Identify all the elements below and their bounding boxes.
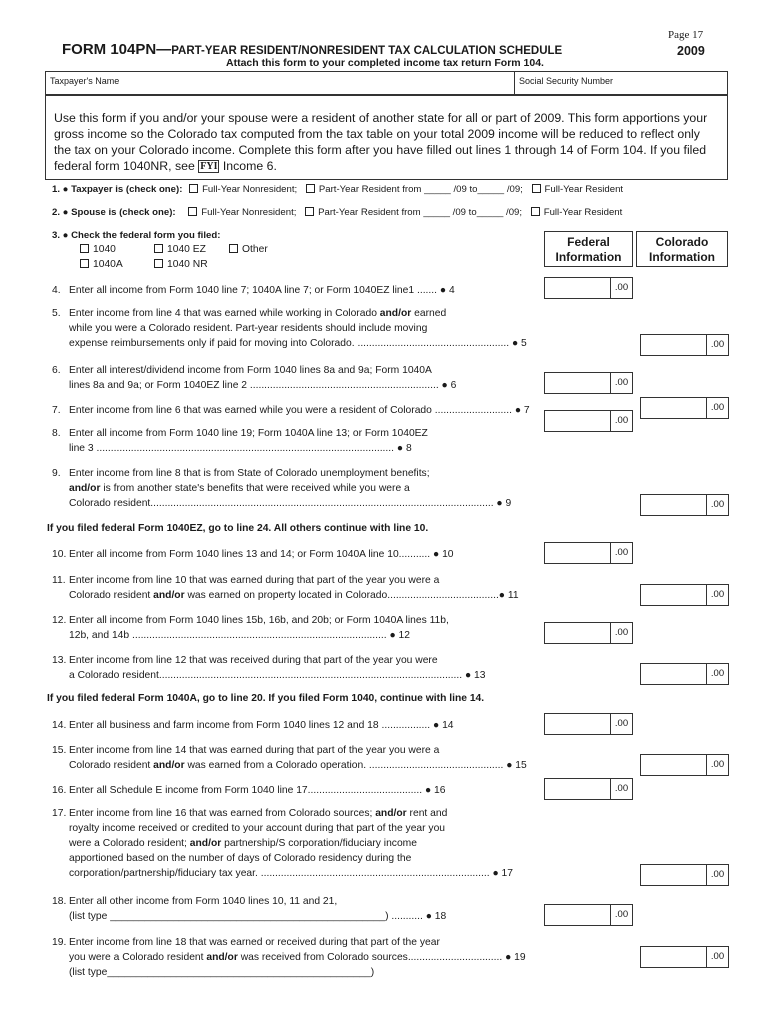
spouse-full-year-resident-checkbox[interactable]: [531, 207, 540, 216]
form-name: PART-YEAR RESIDENT/NONRESIDENT TAX CALCULATION SCHEDULE: [171, 45, 563, 57]
line-7: [52, 403, 530, 418]
federal-form-row-1: [80, 244, 116, 255]
instruction-1040a: If you filed federal Form 1040A, go to line 20. If you filed Form 1040, continue with line 14.: [47, 693, 485, 704]
line-text: Enter all interest/dividend income from Form 1040 lines 8a and 9a; Form 1040A: [69, 365, 432, 376]
line-text: was earned from a Colorado operation. ............................................... ● 15: [184, 760, 527, 771]
line-text: Colorado resident: [69, 590, 154, 601]
line-13-colorado-input[interactable]: [640, 663, 729, 685]
line-number: 11.: [52, 575, 66, 586]
attach-note: Attach this form to your completed income tax return Form 104.: [226, 57, 544, 69]
option-label: Full-Year Resident: [543, 207, 623, 218]
line-text: Enter all income from Form 1040 line 7; 1040A line 7; or Form 1040EZ line1 ....... ● 4: [69, 285, 455, 296]
line-14-federal-input[interactable]: [544, 713, 633, 735]
line-number: 18.: [52, 896, 67, 907]
line-text: rent and: [406, 808, 448, 819]
line-text: apportioned based on the number of days of Colorado residency during the: [69, 853, 412, 864]
line-text: is from another state's benefits that were received while you were a: [100, 483, 410, 494]
spouse-from-month-field[interactable]: _____: [423, 207, 450, 218]
line-text: Enter all Schedule E income from Form 1040 line 17........................................ ● 16: [69, 785, 446, 796]
line-18-federal-input[interactable]: [544, 904, 633, 926]
form-1040a-checkbox[interactable]: [80, 259, 89, 268]
option-label: Other: [242, 244, 268, 255]
taxpayer-from-month-field[interactable]: _____: [424, 184, 451, 195]
line-8: [52, 426, 428, 456]
line-emphasis: and/or: [153, 760, 185, 771]
spouse-residency-row: [52, 207, 622, 218]
line-text: while you were a Colorado resident. Part-year residents should include moving: [69, 323, 428, 334]
cents-label: .00: [706, 865, 728, 885]
cents-label: .00: [610, 373, 632, 393]
cents-label: .00: [610, 779, 632, 799]
line-10-federal-input[interactable]: [544, 542, 633, 564]
line-5: [52, 306, 527, 351]
header-line: Information: [555, 250, 622, 264]
federal-form-row-2: [80, 259, 123, 270]
line-text: earned: [411, 308, 447, 319]
line-emphasis: and/or: [375, 808, 407, 819]
line-10: [52, 547, 454, 562]
line-text: Enter income from line 8 that is from State of Colorado unemployment benefits;: [69, 468, 430, 479]
line-emphasis: and/or: [153, 590, 185, 601]
option-label: Full-Year Resident: [544, 184, 624, 195]
line-6-federal-input[interactable]: [544, 372, 633, 394]
line-number: 4.: [52, 285, 61, 296]
date-label: /09 to: [453, 184, 478, 195]
option-label: 1040: [93, 244, 116, 255]
line-number: 15.: [52, 745, 67, 756]
line-text[interactable]: (list type______________________________________________): [69, 967, 375, 978]
option-label: 1040A: [93, 259, 123, 270]
federal-form-row-1b: [154, 244, 206, 255]
line-text: you were a Colorado resident: [69, 952, 207, 963]
line-text: Enter income from line 6 that was earned while you were a resident of Colorado ........................... ● 7: [69, 405, 530, 416]
fyi-badge: FYI: [200, 161, 218, 172]
option-label: 1040 EZ: [167, 244, 206, 255]
line-text: Enter income from line 18 that was earned or received during that part of the year: [69, 937, 440, 948]
form-other-checkbox[interactable]: [229, 244, 238, 253]
taxpayer-id-box: [45, 71, 728, 95]
line-text: lines 8a and 9a; or Form 1040EZ line 2 .................................................................. ● 6: [69, 380, 457, 391]
line-13: [52, 653, 486, 683]
line-15-colorado-input[interactable]: [640, 754, 729, 776]
cents-label: .00: [610, 278, 632, 298]
line-number: 12.: [52, 615, 67, 626]
line-12: [52, 613, 449, 643]
line-text: Colorado resident: [69, 760, 154, 771]
line-19-colorado-input[interactable]: [640, 946, 729, 968]
taxpayer-part-year-checkbox[interactable]: [306, 184, 315, 193]
line-text: corporation/partnership/fiduciary tax year. ................................................................................ ● 17: [69, 868, 513, 879]
line-text: Colorado resident........................................................................................................................ ● 9: [69, 498, 512, 509]
option-label: Part-Year Resident from: [318, 184, 422, 195]
line-text: royalty income received or credited to your account during that part of the year you: [69, 823, 446, 834]
line-text: expense reimbursements only if paid for moving into Colorado. ..................................................... ● 5: [69, 338, 527, 349]
line-number: 13.: [52, 655, 67, 666]
line-9-colorado-input[interactable]: [640, 494, 729, 516]
cents-label: .00: [706, 335, 728, 355]
date-label: /09 to: [452, 207, 477, 218]
taxpayer-name-field[interactable]: Taxpayer's Name: [50, 76, 120, 86]
header-line: Information: [649, 250, 715, 264]
taxpayer-residency-label: 1. ● Taxpayer is (check one):: [52, 184, 183, 195]
line-text: were a Colorado resident;: [69, 838, 190, 849]
line-17: [52, 806, 513, 881]
instruction-1040ez: If you filed federal Form 1040EZ, go to line 24. All others continue with line 10.: [47, 523, 429, 534]
cents-label: .00: [610, 543, 632, 563]
tax-year: 2009: [677, 44, 705, 58]
line-16: [52, 783, 446, 798]
line-text: Enter all income from Form 1040 lines 13 and 14; or Form 1040A line 10........... ● 10: [69, 549, 454, 560]
line-number: 5.: [52, 308, 61, 319]
cents-label: .00: [610, 623, 632, 643]
line-number: 19.: [52, 937, 67, 948]
line-text: 12b, and 14b ......................................................................................... ● 12: [69, 630, 410, 641]
cents-label: .00: [610, 411, 632, 431]
line-text: partnership/S corporation/fiduciary income: [221, 838, 417, 849]
cents-label: .00: [610, 905, 632, 925]
line-11-colorado-input[interactable]: [640, 584, 729, 606]
line-number: 17.: [52, 808, 67, 819]
date-label: /09;: [506, 207, 523, 218]
option-label: Full-Year Nonresident;: [202, 184, 298, 195]
line-text: Enter all other income from Form 1040 lines 10, 11 and 21,: [69, 896, 338, 907]
cents-label: .00: [706, 495, 728, 515]
spouse-full-year-nonresident-checkbox[interactable]: [188, 207, 197, 216]
line-number: 8.: [52, 428, 61, 439]
line-text: Enter all income from Form 1040 lines 15b, 16b, and 20b; or Form 1040A lines 11b,: [69, 615, 449, 626]
line-text[interactable]: (list type ________________________________________________) ........... ● 18: [69, 911, 447, 922]
line-9: [52, 466, 511, 511]
line-emphasis: and/or: [206, 952, 238, 963]
cents-label: .00: [706, 398, 728, 418]
header-line: Federal: [567, 235, 610, 249]
line-4-federal-input[interactable]: [544, 277, 633, 299]
line-number: 9.: [52, 468, 61, 479]
line-text: Enter all income from Form 1040 line 19; Form 1040A line 13; or Form 1040EZ: [69, 428, 428, 439]
spouse-part-year-checkbox[interactable]: [305, 207, 314, 216]
line-text: was received from Colorado sources................................. ● 19: [237, 952, 526, 963]
line-5-colorado-input[interactable]: [640, 334, 729, 356]
line-text: Enter income from line 4 that was earned while working in Colorado: [69, 308, 380, 319]
page-number: Page 17: [668, 29, 704, 41]
line-text: Enter income from line 12 that was received during that part of the year you were: [69, 655, 438, 666]
line-text: Enter income from line 16 that was earned from Colorado sources;: [69, 808, 376, 819]
line-number: 16.: [52, 785, 67, 796]
form-1040ez-checkbox[interactable]: [154, 244, 163, 253]
line-19: [52, 935, 526, 980]
line-8-federal-input[interactable]: [544, 410, 633, 432]
header-line: Colorado: [655, 235, 709, 249]
line-number: 14.: [52, 720, 67, 731]
taxpayer-full-year-resident-checkbox[interactable]: [532, 184, 541, 193]
spouse-to-month-field[interactable]: _____: [476, 207, 504, 218]
federal-form-label: [52, 230, 220, 241]
line-emphasis: and/or: [189, 838, 222, 849]
federal-form-label-text: 3. ● Check the federal form you filed:: [52, 230, 221, 241]
cents-label: .00: [610, 714, 632, 734]
cents-label: .00: [706, 947, 728, 967]
instructions-intro: [45, 95, 728, 180]
line-number: 10.: [52, 549, 67, 560]
colorado-info-header: [636, 231, 728, 267]
cents-label: .00: [706, 585, 728, 605]
line-emphasis: and/or: [379, 308, 412, 319]
federal-info-header: [544, 231, 633, 267]
line-6: [52, 363, 456, 393]
intro-text-end: Income 6.: [222, 159, 277, 173]
line-16-federal-input[interactable]: [544, 778, 633, 800]
line-text: Enter income from line 14 that was earned during that part of the year you were a: [69, 745, 440, 756]
ssn-field[interactable]: Social Security Number: [519, 76, 614, 86]
line-text: a Colorado resident.......................................................................................................... ● 13: [69, 670, 486, 681]
line-14: [52, 718, 454, 733]
line-4: [52, 283, 455, 298]
line-12-federal-input[interactable]: [544, 622, 633, 644]
form-number: FORM 104PN—: [62, 41, 172, 58]
cents-label: .00: [706, 664, 728, 684]
option-label: 1040 NR: [167, 259, 208, 270]
line-15: [52, 743, 527, 773]
form-1040nr-checkbox[interactable]: [154, 259, 163, 268]
federal-form-row-2b: [154, 259, 208, 270]
taxpayer-full-year-nonresident-checkbox[interactable]: [189, 184, 198, 193]
taxpayer-to-month-field[interactable]: _____: [477, 184, 505, 195]
line-17-colorado-input[interactable]: [640, 864, 729, 886]
line-text: was earned on property located in Colorado.......................................● 11: [184, 590, 519, 601]
line-7-colorado-input[interactable]: [640, 397, 729, 419]
line-number: 6.: [52, 365, 61, 376]
form-1040-checkbox[interactable]: [80, 244, 89, 253]
line-text: Enter income from line 10 that was earned during that part of the year you were a: [69, 575, 440, 586]
line-11: [52, 573, 519, 603]
spouse-residency-label: 2. ● Spouse is (check one):: [52, 207, 176, 218]
federal-form-row-1c: [229, 244, 268, 255]
option-label: Part-Year Resident from: [318, 207, 421, 218]
cents-label: .00: [706, 755, 728, 775]
line-emphasis: and/or: [69, 483, 101, 494]
intro-text: Use this form if you and/or your spouse were a resident of another state for all or part of 2009. This form apportions your gross income so the Colorado tax computed from the tax table on your total 2009 income will be reduced to reflect only the tax on your Colorado income. Complete this form after you have filled out lines 1 through 14 of Form 104. If you filed federal form 1040NR, see: [54, 111, 708, 173]
line-18: [52, 894, 446, 924]
taxpayer-residency-row: [52, 184, 623, 195]
date-label: /09;: [506, 184, 523, 195]
line-text: Enter all business and farm income from Form 1040 lines 12 and 18 ................. ● 14: [69, 720, 454, 731]
line-number: 7.: [52, 405, 61, 416]
line-text: line 3 ........................................................................................................ ● 8: [69, 443, 412, 454]
option-label: Full-Year Nonresident;: [201, 207, 297, 218]
